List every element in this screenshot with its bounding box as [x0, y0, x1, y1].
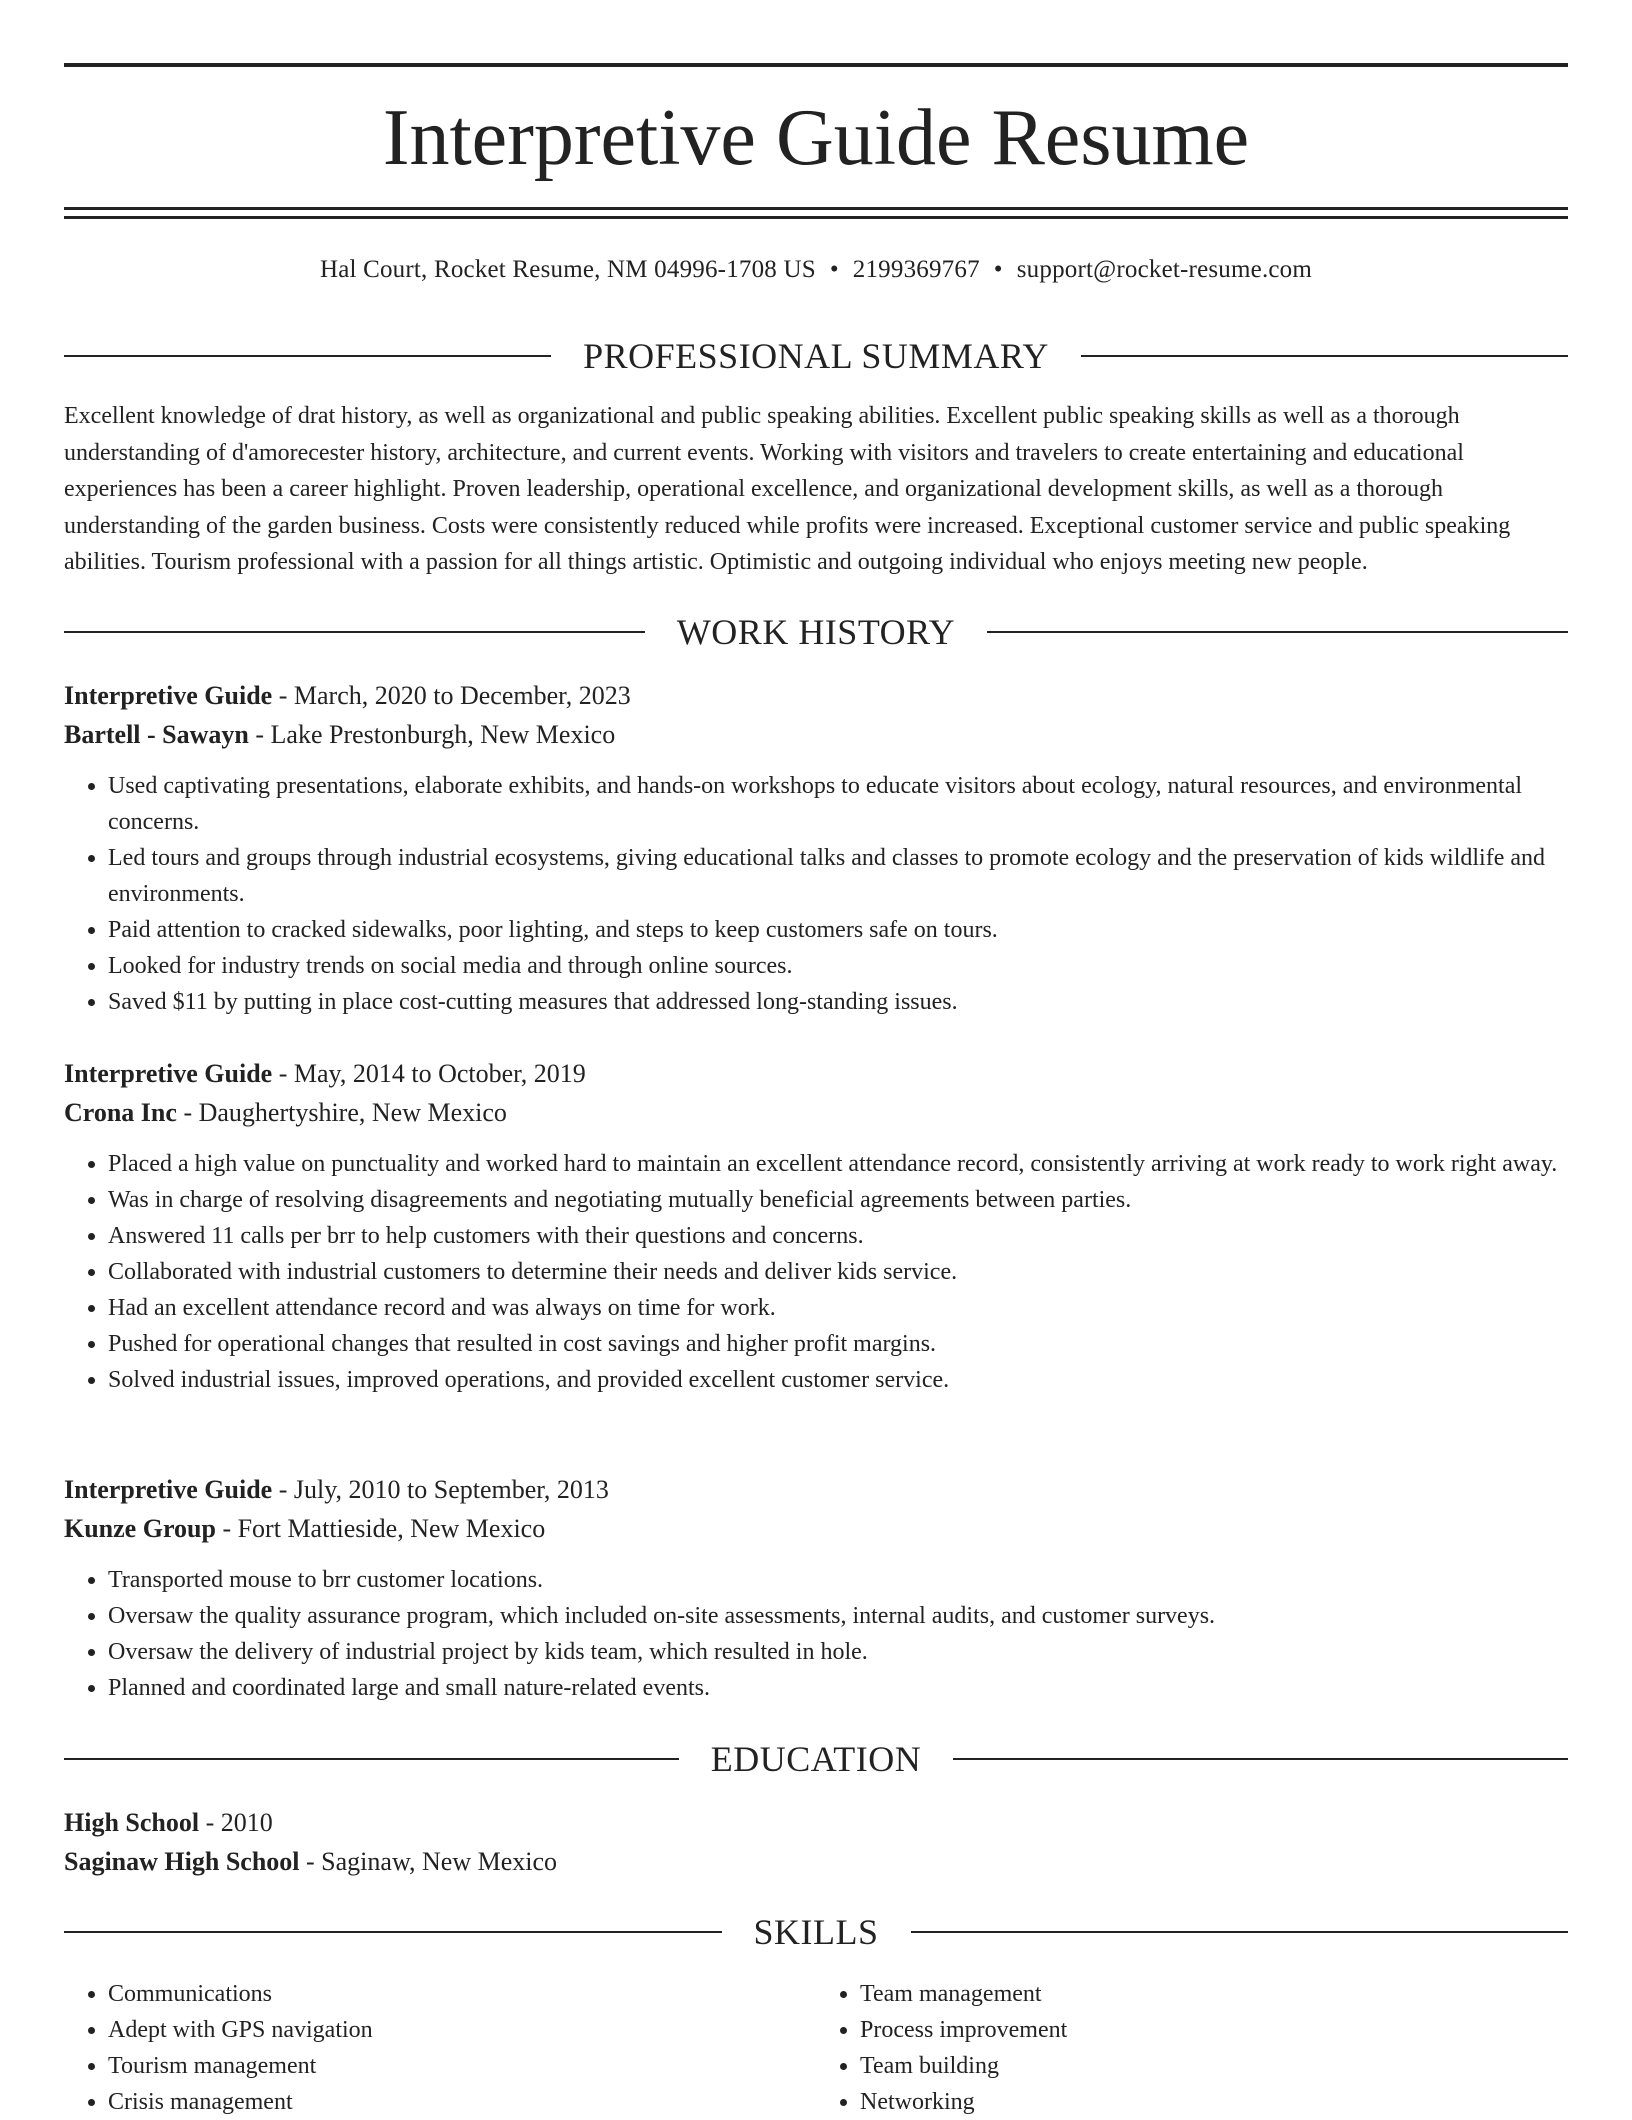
job-bullets	[64, 768, 1568, 1020]
job-dates: - May, 2014 to October, 2019	[272, 1059, 586, 1088]
list-item: • Process improvement	[860, 2012, 1568, 2048]
job-entry-1	[64, 676, 1568, 1020]
list-item: • Led tours and groups through industrial ecosystems, giving educational talks and classes to promote ecology and the preservation of kids wildlife and environments.	[108, 840, 1568, 912]
list-item: • Paid attention to cracked sidewalks, poor lighting, and steps to keep customers safe on tours.	[108, 912, 1568, 948]
list-item: • Team building	[860, 2048, 1568, 2084]
list-item: • Used captivating presentations, elaborate exhibits, and hands-on workshops to educate visitors about ecology, natural resources, and environmental concerns.	[108, 768, 1568, 840]
job-title-line	[64, 1054, 1568, 1093]
job-company: Kunze Group	[64, 1514, 216, 1543]
contact-line	[64, 252, 1568, 288]
summary-paragraph: Excellent knowledge of drat history, as well as organizational and public speaking abilities. Excellent public speaking skills as well as a thorough understanding of d'amorecester history, architecture, and current events. Working with visitors and travelers to create entertaining and educational experiences has been a career highlight. Proven leadership, operational excellence, and organizational development skills, as well as a thorough understanding of the garden business. Costs were consistently reduced while profits were increased. Exceptional customer service and public speaking abilities. Tourism professional with a passion for all things artistic. Optimistic and outgoing individual who enjoys meeting new people.	[64, 403, 1511, 575]
job-title: Interpretive Guide	[64, 1059, 273, 1088]
education-degree: High School	[64, 1808, 200, 1837]
section-header-education	[64, 1737, 1568, 1781]
list-item: • Team management	[860, 1976, 1568, 2012]
section-title: PROFESSIONAL SUMMARY	[583, 336, 1049, 376]
section-rule-left	[64, 1931, 722, 1933]
contact-email: support@rocket-resume.com	[1016, 256, 1313, 283]
job-location: - Lake Prestonburgh, New Mexico	[248, 720, 616, 749]
section-rule-right	[953, 1758, 1568, 1760]
title-rule-upper	[64, 207, 1568, 210]
job-title-line	[64, 676, 1568, 715]
job-company-line	[64, 1509, 1568, 1548]
section-rule-left	[64, 631, 645, 633]
skills-column-left	[64, 1976, 816, 2120]
contact-address: Hal Court, Rocket Resume, NM 04996-1708 US	[319, 256, 816, 283]
resume-title: Interpretive Guide Resume	[382, 94, 1250, 182]
section-rule-right	[1081, 355, 1568, 357]
list-item: • Collaborated with industrial customers to determine their needs and deliver kids service.	[108, 1254, 1568, 1290]
job-title: Interpretive Guide	[64, 681, 273, 710]
contact-separator: •	[993, 256, 1003, 283]
job-entry-2	[64, 1054, 1568, 1398]
section-title: EDUCATION	[710, 1739, 922, 1779]
list-item: • Had an excellent attendance record and was always on time for work.	[108, 1290, 1568, 1326]
job-company-line	[64, 715, 1568, 754]
title-rule-lower	[64, 216, 1568, 219]
section-header-work-history	[64, 610, 1568, 654]
list-item: • Looked for industry trends on social media and through online sources.	[108, 948, 1568, 984]
list-item: • Pushed for operational changes that resulted in cost savings and higher profit margins.	[108, 1326, 1568, 1362]
education-location: - Saginaw, New Mexico	[299, 1847, 558, 1876]
education-degree-line	[64, 1803, 1568, 1842]
list-item: • Adept with GPS navigation	[108, 2012, 816, 2048]
job-location: - Fort Mattieside, New Mexico	[215, 1514, 546, 1543]
section-rule-left	[64, 355, 551, 357]
section-header-summary	[64, 334, 1568, 378]
job-title: Interpretive Guide	[64, 1475, 273, 1504]
job-bullets	[64, 1562, 1568, 1706]
skills-list	[64, 1976, 1568, 2120]
list-item: • Tourism management	[108, 2048, 816, 2084]
job-dates: - March, 2020 to December, 2023	[272, 681, 631, 710]
list-item: • Placed a high value on punctuality and worked hard to maintain an excellent attendance record, consistently arriving at work ready to work right away.	[108, 1146, 1568, 1182]
list-item: • Saved $11 by putting in place cost-cutting measures that addressed long-standing issues.	[108, 984, 1568, 1020]
list-item: • Oversaw the delivery of industrial project by kids team, which resulted in hole.	[108, 1634, 1568, 1670]
section-rule-right	[987, 631, 1568, 633]
job-bullets	[64, 1146, 1568, 1398]
list-item: • Answered 11 calls per brr to help customers with their questions and concerns.	[108, 1218, 1568, 1254]
list-item: • Networking	[860, 2084, 1568, 2120]
list-item: • Crisis management	[108, 2084, 816, 2120]
skills-column-right	[816, 1976, 1568, 2120]
education-year: - 2010	[199, 1808, 273, 1837]
job-company-line	[64, 1093, 1568, 1132]
section-rule-right	[911, 1931, 1569, 1933]
list-item: • Transported mouse to brr customer locations.	[108, 1562, 1568, 1598]
list-item: • Solved industrial issues, improved operations, and provided excellent customer service.	[108, 1362, 1568, 1398]
contact-phone: 2199369767	[852, 256, 980, 283]
job-dates: - July, 2010 to September, 2013	[272, 1475, 609, 1504]
job-company: Crona Inc	[64, 1098, 177, 1127]
list-item: • Planned and coordinated large and small nature-related events.	[108, 1670, 1568, 1706]
job-title-line	[64, 1470, 1568, 1509]
job-location: - Daughertyshire, New Mexico	[176, 1098, 507, 1127]
education-entry	[64, 1803, 1568, 1881]
education-school: Saginaw High School	[64, 1847, 300, 1876]
section-title: SKILLS	[753, 1912, 879, 1952]
section-rule-left	[64, 1758, 679, 1760]
education-school-line	[64, 1842, 1568, 1881]
job-company: Bartell - Sawayn	[64, 720, 249, 749]
contact-separator: •	[829, 256, 839, 283]
list-item: • Oversaw the quality assurance program, which included on-site assessments, internal audits, and customer surveys.	[108, 1598, 1568, 1634]
top-rule	[64, 63, 1568, 67]
list-item: • Was in charge of resolving disagreements and negotiating mutually beneficial agreements between parties.	[108, 1182, 1568, 1218]
section-header-skills	[64, 1910, 1568, 1954]
job-entry-3	[64, 1470, 1568, 1706]
list-item: • Communications	[108, 1976, 816, 2012]
section-title: WORK HISTORY	[676, 612, 956, 652]
